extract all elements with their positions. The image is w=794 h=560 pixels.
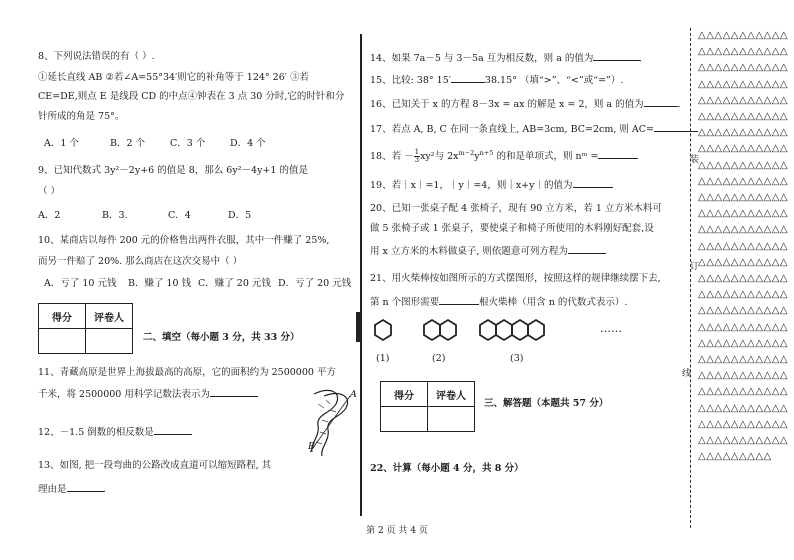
matchstick-hexagons-figure <box>370 316 570 352</box>
grader-cell[interactable] <box>86 329 133 354</box>
q13-line2: 理由是 <box>38 481 105 497</box>
q10-option-b: B．赚了 10 钱 <box>128 278 192 289</box>
q9-paren: （ ） <box>38 186 61 197</box>
section3-title: 三、解答题（本题共 57 分） <box>484 398 609 409</box>
q17: 17、若点 A, B, C 在同一条直线上, AB=3cm, BC=2cm, 则 AC= <box>370 121 698 137</box>
score-cell[interactable] <box>39 329 86 354</box>
q17-answer-blank[interactable] <box>654 121 698 132</box>
column-divider <box>360 34 362 516</box>
grader-cell[interactable] <box>428 407 475 432</box>
triangle-border-pattern: △△△△△△△△△△△△△△△△△△△△△△△△△△△△△△△△△△△△△△△△△△△△△△△△△△△△△△△△△△△△△△△△△△△△△△△△△△△△△△△△△△△△△△△△△△△△△△△△△△△△△△△△△△△△△△△△△△△△△△△△△△△△△△△△△△△△△△△△△△△△△△△△△△△△△△△△△△△△△△△△△△△△△△△△△△△△△△△△△△△△△△△△△△△△△△△△△△△△△△△△△△△△△△△△△△△△△△△△△△△△△△△△△△△△△△△△△△△△△△△△△△△△△△△△△△△△△△△△△△△△△△△△△△△△△△△△△△△△△△△△△△△△△△△△△△△△△△△ <box>698 30 789 463</box>
q9-stem: 9、已知代数式 3y²－2y+6 的值是 8，那么 6y²－4y+1 的值是 <box>38 165 308 176</box>
margin-mark-2: 订 <box>690 262 700 272</box>
q13-line1: 13、如图, 把一段弯曲的公路改成直道可以缩短路程, 其 <box>38 460 272 471</box>
divider-mark <box>356 312 360 342</box>
hexagon-label-3: (3) <box>510 353 524 364</box>
q8-line3: 针所成的角是 75°。 <box>38 111 125 122</box>
q10-option-a: A．亏了 10 元钱 <box>44 278 117 289</box>
q16: 16、已知关于 x 的方程 8－3x = ax 的解是 x = 2，则 a 的值为 . <box>370 96 681 112</box>
q8-option-a: A．1 个 <box>44 138 79 149</box>
fraction-one-third: $\frac{1}{3}$ <box>414 148 420 165</box>
q11-line1: 11、青藏高原是世界上海拔最高的高原，它的面积约为 2500000 平方 <box>38 367 336 378</box>
q16-answer-blank[interactable] <box>644 96 678 107</box>
q12: 12、－1.5 倒数的相反数是 <box>38 424 192 440</box>
score-cell[interactable] <box>381 407 428 432</box>
score-header: 得分 <box>39 304 86 329</box>
q15-answer-blank[interactable] <box>451 72 485 83</box>
hexagon-label-2: (2) <box>432 353 446 364</box>
q8-option-d: D．4 个 <box>230 138 266 149</box>
q8-option-b: B．2 个 <box>110 138 146 149</box>
figure-label-a: A <box>350 389 357 400</box>
q14-answer-blank[interactable] <box>593 50 641 61</box>
q10-line2: 而另一件赔了 20%. 那么商店在这次交易中（ ） <box>38 256 243 267</box>
q8-stem: 8、下列说法错误的有（ ）. <box>38 51 155 62</box>
q12-answer-blank[interactable] <box>154 424 192 435</box>
q18-answer-blank[interactable] <box>598 148 638 159</box>
grader-header: 评卷人 <box>428 382 475 407</box>
figure-label-b: B <box>308 441 315 452</box>
q15: 15、比较: 38° 15′ 38.15° （填“>”、“<”或“=”）. <box>370 72 623 88</box>
q9-option-b: B．3. <box>102 210 128 221</box>
q14: 14、如果 7a－5 与 3－5a 互为相反数，则 a 的值为 <box>370 50 641 66</box>
q11-answer-blank[interactable] <box>210 386 258 397</box>
q10-option-d: D．亏了 20 元钱 <box>278 278 352 289</box>
hexagon-figure-2 <box>424 320 456 340</box>
section2-title: 二、填空（每小题 3 分，共 33 分） <box>143 332 300 343</box>
binding-line <box>690 28 691 528</box>
q18: 18、若 － $\frac{1}{3}$ xy²与 $2x^{m-2}y^{n+5}$ 的和是单项式，则 nᵐ = <box>370 146 638 164</box>
q19: 19、若｜x｜=1，｜y｜=4，则｜x+y｜的值为 <box>370 177 613 193</box>
score-header: 得分 <box>381 382 428 407</box>
hexagon-figure-1 <box>375 320 391 340</box>
page-footer: 第 2 页 共 4 页 <box>366 526 428 536</box>
q11-line2: 千米，将 2500000 用科学记数法表示为 <box>38 386 258 402</box>
q9-option-c: C．4 <box>168 210 191 221</box>
hexagon-label-1: (1) <box>376 353 390 364</box>
score-table-right <box>380 381 475 432</box>
hexagon-ellipsis: …… <box>600 322 622 335</box>
hexagon-figure-3 <box>480 320 544 340</box>
q9-option-d: D．5 <box>228 210 252 221</box>
q8-line2: CE=DE,则点 E 是线段 CD 的中点④钟表在 3 点 30 分时,它的时针和分 <box>38 91 345 102</box>
q10-option-c: C．赚了 20 元钱 <box>198 278 271 289</box>
q19-answer-blank[interactable] <box>573 177 613 188</box>
q10-line1: 10、某商店以每件 200 元的价格售出两件衣服，其中一件赚了 25%, <box>38 235 330 246</box>
q21-line1: 21、用火柴棒按如图所示的方式摆图形，按照这样的规律继续摆下去, <box>370 273 661 284</box>
q9-option-a: A．2 <box>38 210 61 221</box>
q20-line3: 用 x 立方米的木料做桌子, 则依题意可列方程为 <box>370 243 606 259</box>
grader-header: 评卷人 <box>86 304 133 329</box>
q20-answer-blank[interactable] <box>568 243 606 254</box>
q20-line1: 20、已知一张桌子配 4 张椅子，现有 90 立方米，若 1 立方米木料可 <box>370 203 662 214</box>
score-table-left <box>38 303 133 354</box>
q21-line2: 第 n 个图形需要 根火柴棒（用含 n 的代数式表示）. <box>370 294 627 310</box>
q8-option-c: C．3 个 <box>170 138 206 149</box>
q8-line1: ①延长直线 AB ②若∠A=55°34′则它的补角等于 124° 26′ ③若 <box>38 72 309 83</box>
q21-answer-blank[interactable] <box>439 294 479 305</box>
q22: 22、计算（每小题 4 分，共 8 分） <box>370 463 524 474</box>
q20-line2: 做 5 张椅子或 1 张桌子，要使桌子和椅子所使用的木料刚好配套,设 <box>370 223 654 234</box>
q13-answer-blank[interactable] <box>67 481 105 492</box>
margin-mark-1: 装 <box>690 155 700 165</box>
margin-mark-3: 线 <box>682 369 692 379</box>
